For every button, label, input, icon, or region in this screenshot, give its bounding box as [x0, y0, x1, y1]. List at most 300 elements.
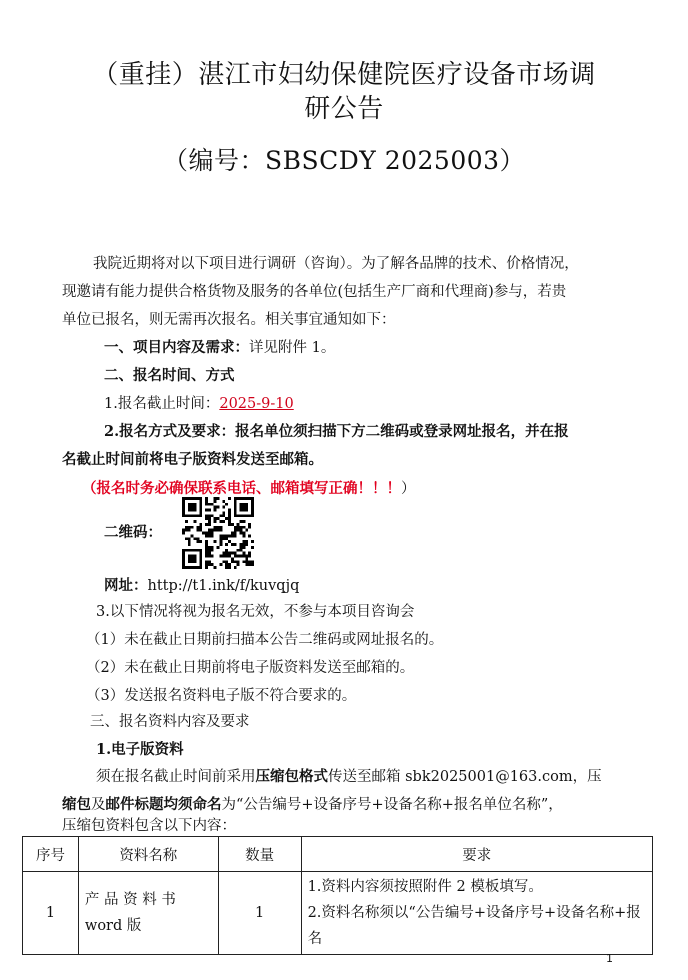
qr-module — [205, 549, 208, 552]
table-row — [23, 872, 653, 955]
qr-module — [242, 555, 245, 558]
qr-module — [191, 497, 194, 500]
qr-module — [231, 560, 234, 563]
col-header-qty: 数量 — [218, 837, 301, 872]
qr-module — [199, 549, 202, 552]
section-3-sub-1: 1.电子版资料 — [96, 741, 184, 758]
warning-text: 报名时务必确保联系电话、邮箱填写正确！！！ — [96, 480, 401, 497]
qr-module — [205, 540, 208, 543]
qr-module — [182, 552, 185, 555]
qr-module — [194, 557, 197, 560]
qr-module — [199, 566, 202, 569]
qr-module — [234, 534, 237, 537]
qr-module — [205, 497, 208, 500]
qr-module — [194, 514, 197, 517]
qr-module — [248, 552, 251, 555]
qr-module — [228, 552, 231, 555]
qr-module — [188, 537, 191, 540]
qr-module — [222, 537, 225, 540]
qr-module — [205, 509, 208, 512]
qr-module — [248, 526, 251, 529]
qr-module — [242, 520, 245, 523]
qr-module — [219, 534, 222, 537]
qr-module — [237, 560, 240, 563]
qr-module — [219, 540, 222, 543]
qr-module — [234, 529, 237, 532]
qr-module — [199, 503, 202, 506]
qr-module — [240, 509, 243, 512]
qr-module — [188, 529, 191, 532]
method-line-2: 名截止时间前将电子版资料发送至邮箱。 — [62, 451, 323, 468]
qr-module — [208, 509, 211, 512]
qr-module — [248, 523, 251, 526]
qr-module — [214, 500, 217, 503]
qr-module — [208, 563, 211, 566]
qr-module — [211, 514, 214, 517]
qr-module — [251, 503, 254, 506]
qr-module — [194, 503, 197, 506]
qr-module — [245, 557, 248, 560]
qr-module — [225, 563, 228, 566]
qr-module — [182, 560, 185, 563]
qr-module — [240, 532, 243, 535]
qr-module — [219, 520, 222, 523]
qr-module — [234, 560, 237, 563]
qr-module — [217, 546, 220, 549]
qr-module — [191, 557, 194, 560]
qr-module — [219, 514, 222, 517]
qr-module — [245, 506, 248, 509]
table-header-row — [23, 837, 653, 872]
url-label: 网址： — [104, 577, 148, 594]
qr-module — [208, 546, 211, 549]
qr-module — [240, 549, 243, 552]
qr-module — [217, 526, 220, 529]
row-name-line-2: word 版 — [84, 918, 142, 934]
qr-module — [205, 552, 208, 555]
qr-module — [194, 566, 197, 569]
url-row — [104, 576, 299, 596]
qr-module — [228, 534, 231, 537]
qr-module — [228, 540, 231, 543]
qr-module — [251, 506, 254, 509]
qr-module — [237, 549, 240, 552]
naming-format-text: 为“公告编号+设备序号+设备名称+报名单位名称”， — [221, 797, 563, 813]
qr-module — [199, 500, 202, 503]
qr-module — [194, 555, 197, 558]
qr-module — [205, 514, 208, 517]
qr-module — [242, 560, 245, 563]
qr-module — [242, 546, 245, 549]
qr-module — [182, 503, 185, 506]
qr-module — [196, 526, 199, 529]
qr-module — [182, 555, 185, 558]
qr-module — [242, 534, 245, 537]
qr-module — [214, 526, 217, 529]
qr-module — [211, 503, 214, 506]
qr-module — [245, 563, 248, 566]
qr-module — [219, 526, 222, 529]
qr-module — [182, 566, 185, 569]
qr-module — [199, 509, 202, 512]
col-header-no: 序号 — [23, 837, 79, 872]
qr-module — [225, 543, 228, 546]
qr-module — [188, 540, 191, 543]
qr-module — [234, 514, 237, 517]
qr-module — [182, 500, 185, 503]
qr-module — [228, 509, 231, 512]
qr-module — [242, 506, 245, 509]
qr-module — [185, 566, 188, 569]
qr-module — [225, 566, 228, 569]
qr-module — [237, 563, 240, 566]
deadline-label: 1.报名截止时间： — [104, 396, 220, 412]
qr-module — [199, 529, 202, 532]
qr-module — [245, 514, 248, 517]
qr-module — [240, 529, 243, 532]
qr-module — [188, 509, 191, 512]
qr-module — [228, 520, 231, 523]
qr-module — [205, 560, 208, 563]
qr-module — [199, 557, 202, 560]
qr-module — [185, 529, 188, 532]
qr-module — [199, 563, 202, 566]
qr-module — [245, 509, 248, 512]
email-address-text: 传送至邮箱 sbk2025001@163.com，压 — [328, 769, 602, 785]
warning-open-paren: （ — [82, 480, 97, 497]
col-header-name: 资料名称 — [78, 837, 218, 872]
qr-module — [240, 497, 243, 500]
qr-module — [228, 497, 231, 500]
qr-module — [240, 555, 243, 558]
materials-table — [22, 836, 653, 955]
qr-module — [251, 497, 254, 500]
qr-module — [222, 514, 225, 517]
qr-module — [202, 532, 205, 535]
qr-module — [205, 500, 208, 503]
qr-module — [242, 532, 245, 535]
qr-module — [237, 529, 240, 532]
qr-module — [234, 555, 237, 558]
qr-module — [219, 529, 222, 532]
intro-line-2: 现邀请有能力提供合格货物及服务的各单位(包括生产厂商和代理商)参与，若贵 — [62, 284, 567, 300]
qr-module — [211, 534, 214, 537]
qr-module — [237, 514, 240, 517]
qr-module — [245, 540, 248, 543]
electronic-req-text-a: 须在报名截止时间前采用 — [96, 769, 256, 785]
row-requirements — [301, 872, 652, 955]
qr-module — [222, 511, 225, 514]
qr-module — [211, 555, 214, 558]
url-link[interactable]: http://t1.ink/f/kuvqjq — [147, 578, 300, 594]
intro-line-1: 我院近期将对以下项目进行调研（咨询）。为了解各品牌的技术、价格情况， — [93, 256, 579, 272]
qr-module — [222, 506, 225, 509]
qr-module — [225, 549, 228, 552]
qr-module — [191, 509, 194, 512]
qr-module — [191, 560, 194, 563]
qr-module — [231, 557, 234, 560]
qr-module — [194, 520, 197, 523]
qr-module — [185, 497, 188, 500]
qr-module — [196, 514, 199, 517]
qr-module — [234, 543, 237, 546]
invalid-item-2: （2）未在截止日期前将电子版资料发送至邮箱的。 — [86, 660, 415, 676]
qr-module — [225, 560, 228, 563]
qr-module — [191, 503, 194, 506]
qr-module — [242, 509, 245, 512]
qr-module — [208, 532, 211, 535]
qr-module — [185, 549, 188, 552]
qr-module — [237, 523, 240, 526]
qr-module — [248, 534, 251, 537]
qr-module — [182, 497, 185, 500]
qr-module — [188, 560, 191, 563]
qr-module — [208, 514, 211, 517]
qr-module — [182, 509, 185, 512]
deadline-row — [104, 394, 294, 414]
qr-module — [248, 514, 251, 517]
qr-module — [191, 506, 194, 509]
qr-module — [251, 563, 254, 566]
qr-module — [199, 555, 202, 558]
section-2-heading: 二、报名时间、方式 — [104, 367, 235, 384]
qr-module — [240, 520, 243, 523]
qr-module — [222, 520, 225, 523]
title-line-2: 研公告 — [304, 94, 384, 124]
qr-module — [208, 503, 211, 506]
qr-module — [205, 546, 208, 549]
qr-module — [234, 503, 237, 506]
qr-module — [219, 543, 222, 546]
qr-module — [231, 534, 234, 537]
qr-module — [199, 540, 202, 543]
qr-module — [196, 497, 199, 500]
col-header-requirements: 要求 — [301, 837, 652, 872]
qr-module — [242, 526, 245, 529]
qr-module — [251, 509, 254, 512]
qr-module — [251, 514, 254, 517]
qr-module — [228, 563, 231, 566]
qr-module — [182, 506, 185, 509]
qr-module — [211, 532, 214, 535]
qr-module — [242, 543, 245, 546]
qr-module — [242, 540, 245, 543]
qr-module — [182, 532, 185, 535]
qr-module — [214, 509, 217, 512]
qr-module — [214, 506, 217, 509]
qr-module — [214, 566, 217, 569]
qr-module — [228, 555, 231, 558]
section-1-heading: 一、项目内容及需求： — [104, 339, 249, 356]
qr-module — [242, 552, 245, 555]
qr-module — [242, 497, 245, 500]
row-no: 1 — [23, 872, 79, 955]
qr-module — [196, 529, 199, 532]
qr-module — [199, 506, 202, 509]
qr-label: 二维码： — [104, 524, 162, 541]
qr-module — [240, 526, 243, 529]
qr-module — [242, 503, 245, 506]
qr-module — [208, 555, 211, 558]
qr-module — [225, 503, 228, 506]
qr-module — [248, 497, 251, 500]
qr-module — [222, 555, 225, 558]
qr-module — [199, 523, 202, 526]
qr-module — [248, 560, 251, 563]
qr-module — [234, 497, 237, 500]
qr-module — [248, 555, 251, 558]
qr-module — [188, 549, 191, 552]
qr-module — [194, 537, 197, 540]
qr-module — [251, 546, 254, 549]
qr-module — [199, 526, 202, 529]
qr-module — [211, 546, 214, 549]
qr-module — [214, 497, 217, 500]
qr-module — [188, 497, 191, 500]
qr-module — [222, 552, 225, 555]
qr-module — [245, 529, 248, 532]
qr-module — [242, 514, 245, 517]
qr-module — [225, 537, 228, 540]
qr-module — [191, 534, 194, 537]
qr-module — [245, 503, 248, 506]
row-name-line-1: 产 品 资 料 书 — [84, 892, 176, 908]
row-name — [78, 872, 218, 955]
qr-module — [240, 503, 243, 506]
qr-module — [228, 514, 231, 517]
invalid-item-3: （3）发送报名资料电子版不符合要求的。 — [86, 688, 357, 704]
qr-module — [237, 497, 240, 500]
qr-module — [196, 549, 199, 552]
section-1 — [104, 338, 335, 358]
qr-module — [234, 500, 237, 503]
qr-module — [231, 543, 234, 546]
qr-module — [214, 529, 217, 532]
qr-module — [205, 555, 208, 558]
qr-module — [182, 557, 185, 560]
announcement-number: （编号：SBSCDY 2025003） — [162, 146, 526, 175]
qr-module — [191, 549, 194, 552]
qr-module — [185, 526, 188, 529]
invalid-item-1: （1）未在截止日期前扫描本公告二维码或网址报名的。 — [86, 632, 444, 648]
qr-module — [208, 523, 211, 526]
section-3-heading: 三、报名资料内容及要求 — [90, 714, 250, 730]
electronic-req-line-2 — [62, 795, 563, 815]
qr-module — [211, 529, 214, 532]
zip-format-text: 压缩包格式 — [255, 768, 328, 785]
title-line-1: （重挂）湛江市妇幼保健院医疗设备市场调 — [92, 60, 596, 90]
qr-module — [188, 503, 191, 506]
qr-module — [251, 511, 254, 514]
qr-module — [205, 563, 208, 566]
qr-module — [199, 497, 202, 500]
qr-module — [225, 552, 228, 555]
qr-module — [228, 523, 231, 526]
qr-module — [240, 514, 243, 517]
qr-module — [234, 566, 237, 569]
qr-module — [222, 534, 225, 537]
qr-module — [188, 506, 191, 509]
qr-module — [225, 555, 228, 558]
qr-module — [194, 509, 197, 512]
qr-module — [219, 537, 222, 540]
qr-module — [208, 549, 211, 552]
qr-module — [182, 529, 185, 532]
qr-module — [231, 523, 234, 526]
qr-module — [234, 526, 237, 529]
qr-module — [219, 555, 222, 558]
warning-row — [82, 479, 416, 499]
qr-module — [234, 511, 237, 514]
qr-module — [194, 497, 197, 500]
qr-module — [188, 557, 191, 560]
qr-module — [245, 543, 248, 546]
row-qty: 1 — [218, 872, 301, 955]
qr-module — [191, 514, 194, 517]
qr-module — [228, 517, 231, 520]
qr-module — [217, 529, 220, 532]
qr-module — [211, 563, 214, 566]
qr-module — [248, 563, 251, 566]
qr-module — [214, 517, 217, 520]
qr-module — [208, 520, 211, 523]
qr-module — [234, 509, 237, 512]
qr-module — [234, 552, 237, 555]
qr-module — [182, 511, 185, 514]
qr-module — [196, 540, 199, 543]
qr-module — [245, 497, 248, 500]
qr-module — [205, 517, 208, 520]
qr-module — [228, 566, 231, 569]
qr-module — [185, 537, 188, 540]
qr-module — [188, 555, 191, 558]
qr-code-image[interactable] — [182, 497, 254, 569]
qr-module — [208, 534, 211, 537]
invalid-intro: 3.以下情况将视为报名无效，不参与本项目咨询会 — [96, 604, 415, 620]
qr-module — [214, 540, 217, 543]
qr-module — [199, 560, 202, 563]
qr-module — [188, 566, 191, 569]
qr-module — [245, 560, 248, 563]
electronic-req-line-3: 压缩包资料包含以下内容： — [62, 818, 236, 834]
deadline-date: 2025-9-10 — [219, 396, 294, 412]
warning-close-paren: ） — [401, 481, 416, 497]
qr-module — [191, 526, 194, 529]
row-req-line-1: 1.资料内容须按照附件 2 模板填写。 — [307, 879, 543, 895]
qr-module — [240, 506, 243, 509]
qr-module — [219, 563, 222, 566]
qr-module — [188, 543, 191, 546]
qr-module — [208, 517, 211, 520]
qr-module — [182, 549, 185, 552]
qr-module — [225, 534, 228, 537]
section-1-text: 详见附件 1。 — [249, 340, 336, 356]
qr-module — [222, 560, 225, 563]
naming-rule-text: 邮件标题均须命名 — [105, 796, 222, 813]
qr-module — [225, 517, 228, 520]
qr-module — [199, 511, 202, 514]
zip-text: 缩包 — [62, 796, 91, 813]
qr-module — [199, 514, 202, 517]
qr-module — [234, 532, 237, 535]
qr-module — [245, 555, 248, 558]
qr-module — [222, 500, 225, 503]
qr-module — [217, 517, 220, 520]
qr-module — [188, 526, 191, 529]
qr-module — [211, 549, 214, 552]
qr-module — [196, 537, 199, 540]
qr-module — [194, 506, 197, 509]
